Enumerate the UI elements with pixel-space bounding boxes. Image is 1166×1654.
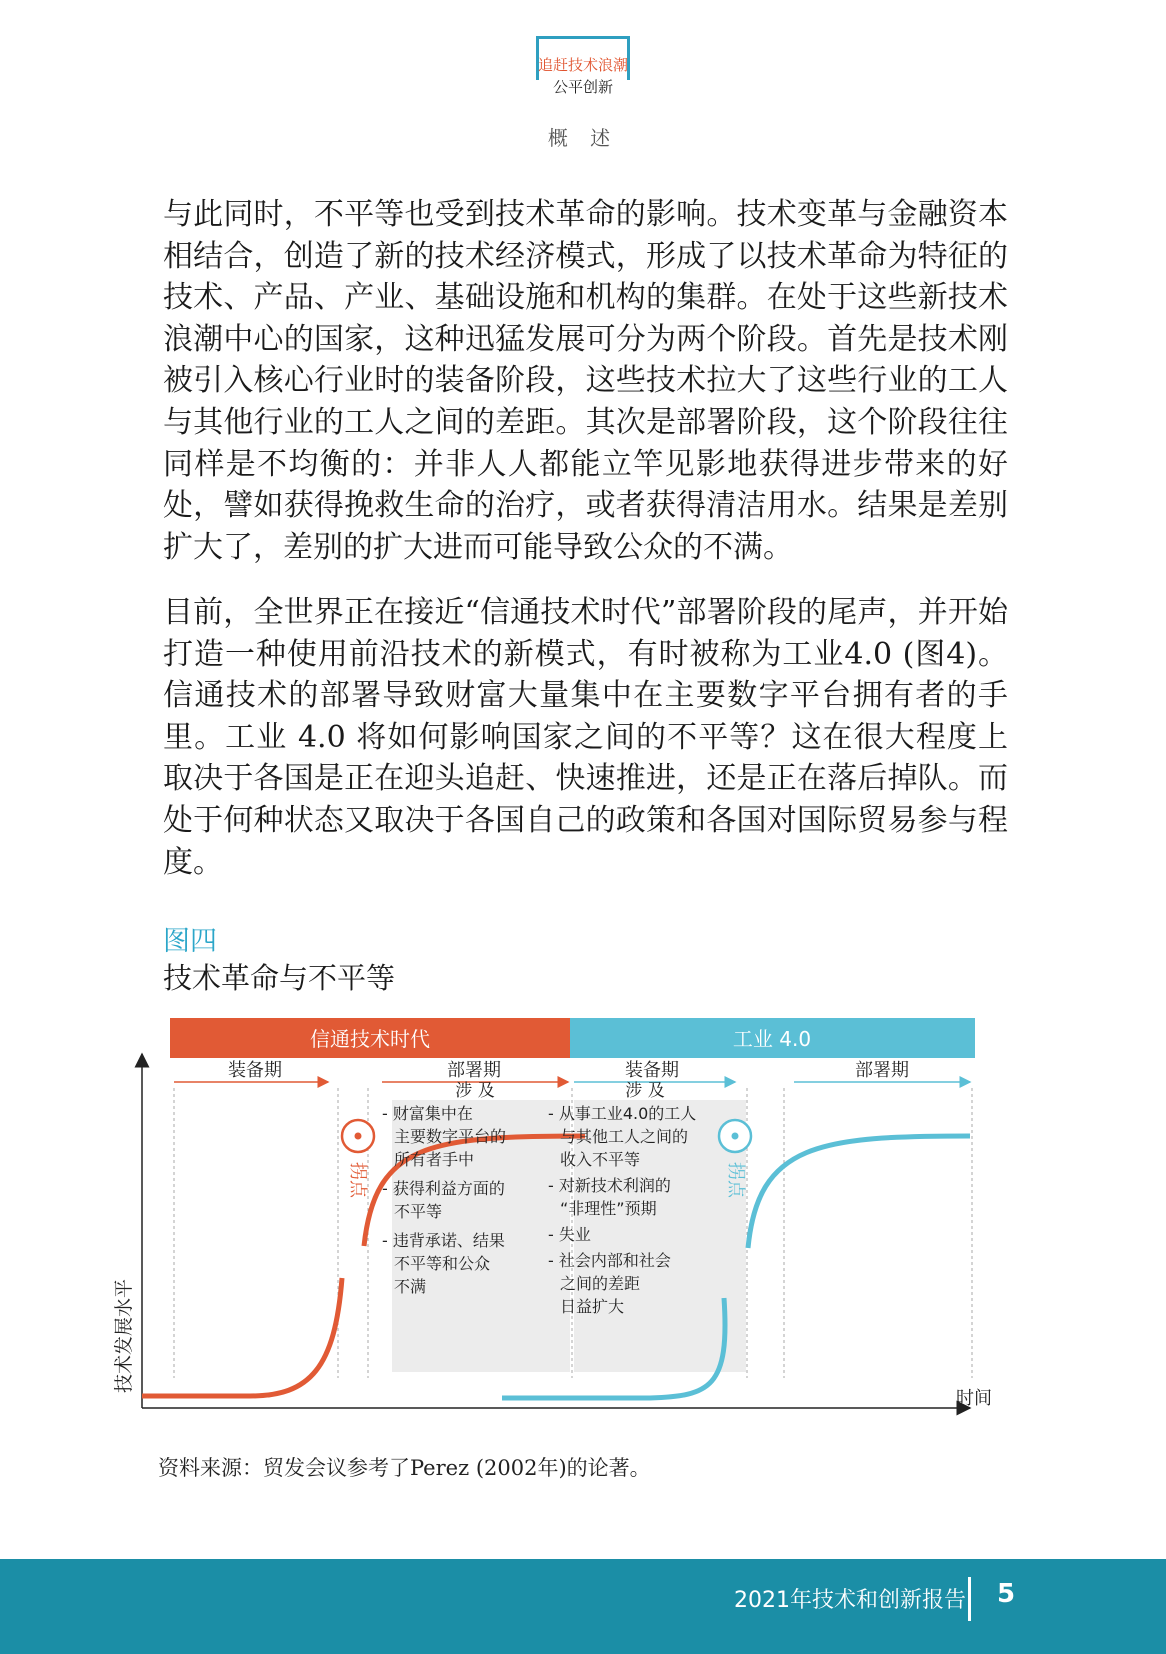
era-label-industry40: 工业 4.0 bbox=[732, 1027, 812, 1051]
figure-title: 技术革命与不平等 bbox=[163, 961, 396, 995]
y-axis-label: 技术发展水平 bbox=[113, 1278, 135, 1394]
footer-separator bbox=[968, 1577, 971, 1621]
box2-line: 与其他工人之间的 bbox=[560, 1127, 689, 1146]
inflection-label-ict: 拐点 bbox=[347, 1162, 368, 1198]
phase-label-2: 部署期 bbox=[447, 1060, 501, 1081]
phase-label-4: 部署期 bbox=[855, 1060, 909, 1081]
box1-line: - 违背承诺、结果 bbox=[382, 1231, 505, 1250]
figure-label: 图四 bbox=[163, 926, 217, 957]
box1-line: 主要数字平台的 bbox=[394, 1127, 507, 1146]
box2-line: 日益扩大 bbox=[560, 1297, 625, 1316]
body-paragraph-2: 目前，全世界正在接近“信通技术时代”部署阶段的尾声，并开始打造一种使用前沿技术的新模式，有时被称为工业4.0 (图4)。信通技术的部署导致财富大量集中在主要数字平台拥有者的手里。工业 4.0 将如何影响国家之间的不平等？这在很大程度上取决于各国是正在迎头追赶、快速推进，还是正在落后掉队。而处于何种状态又取决于各国自己的政策和各国对国际贸易参与程度。 bbox=[163, 595, 1008, 880]
inflection-dot-ict bbox=[355, 1133, 362, 1140]
header-report-subtitle: 公平创新 bbox=[552, 78, 613, 96]
footer-report-title: 2021年技术和创新报告 bbox=[734, 1588, 966, 1613]
box2-line: 收入不平等 bbox=[560, 1150, 641, 1169]
era-label-ict: 信通技术时代 bbox=[310, 1027, 430, 1051]
inflection-label-i40: 拐点 bbox=[725, 1162, 746, 1198]
phase-label-3: 装备期 bbox=[625, 1060, 679, 1081]
box1-line: - 财富集中在 bbox=[382, 1104, 473, 1123]
body-paragraph-1: 与此同时，不平等也受到技术革命的影响。技术变革与金融资本相结合，创造了新的技术经济模式，形成了以技术革命为特征的技术、产品、产业、基础设施和机构的集群。在处于这些新技术浪潮中心的国家，这种迅猛发展可分为两个阶段。首先是技术刚被引入核心行业时的装备阶段，这些技术拉大了这些行业的工人与其他行业的工人之间的差距。其次是部署阶段，这个阶段往往同样是不均衡的：并非人人都能立竿见影地获得进步带来的好处，譬如获得挽救生命的治疗，或者获得清洁用水。结果是差别扩大了，差别的扩大进而可能导致公众的不满。 bbox=[163, 197, 1008, 565]
box2-line: 之间的差距 bbox=[560, 1274, 641, 1293]
box1-line: 不平等 bbox=[394, 1202, 443, 1221]
page-footer bbox=[0, 1559, 1166, 1654]
figure-source: 资料来源：贸发会议参考了Perez (2002年)的论著。 bbox=[158, 1456, 651, 1480]
box2-line: - 从事工业4.0的工人 bbox=[548, 1104, 697, 1123]
box1-heading: 涉 及 bbox=[455, 1081, 495, 1101]
i40-deployment-curve bbox=[748, 1136, 970, 1248]
box1-line: - 获得利益方面的 bbox=[382, 1179, 505, 1198]
header-report-title: 追赶技术浪潮 bbox=[537, 56, 628, 74]
box2-heading: 涉 及 bbox=[625, 1081, 665, 1101]
phase-label-1: 装备期 bbox=[228, 1060, 282, 1081]
inflection-dot-i40 bbox=[732, 1133, 739, 1140]
box2-line: - 失业 bbox=[548, 1225, 591, 1244]
box2-line: “非理性”预期 bbox=[560, 1199, 657, 1218]
page-number: 5 bbox=[997, 1579, 1016, 1609]
ict-installation-curve bbox=[142, 1278, 342, 1396]
header-section-title: 概 述 bbox=[547, 126, 619, 150]
box2-line: - 对新技术利润的 bbox=[548, 1176, 671, 1195]
box2-line: - 社会内部和社会 bbox=[548, 1251, 671, 1270]
box1-line: 不满 bbox=[394, 1277, 427, 1296]
box1-line: 所有者手中 bbox=[394, 1150, 475, 1169]
box1-line: 不平等和公众 bbox=[394, 1254, 491, 1273]
tech-revolution-diagram bbox=[113, 1008, 1030, 1428]
x-axis-label: 时间 bbox=[956, 1388, 992, 1409]
